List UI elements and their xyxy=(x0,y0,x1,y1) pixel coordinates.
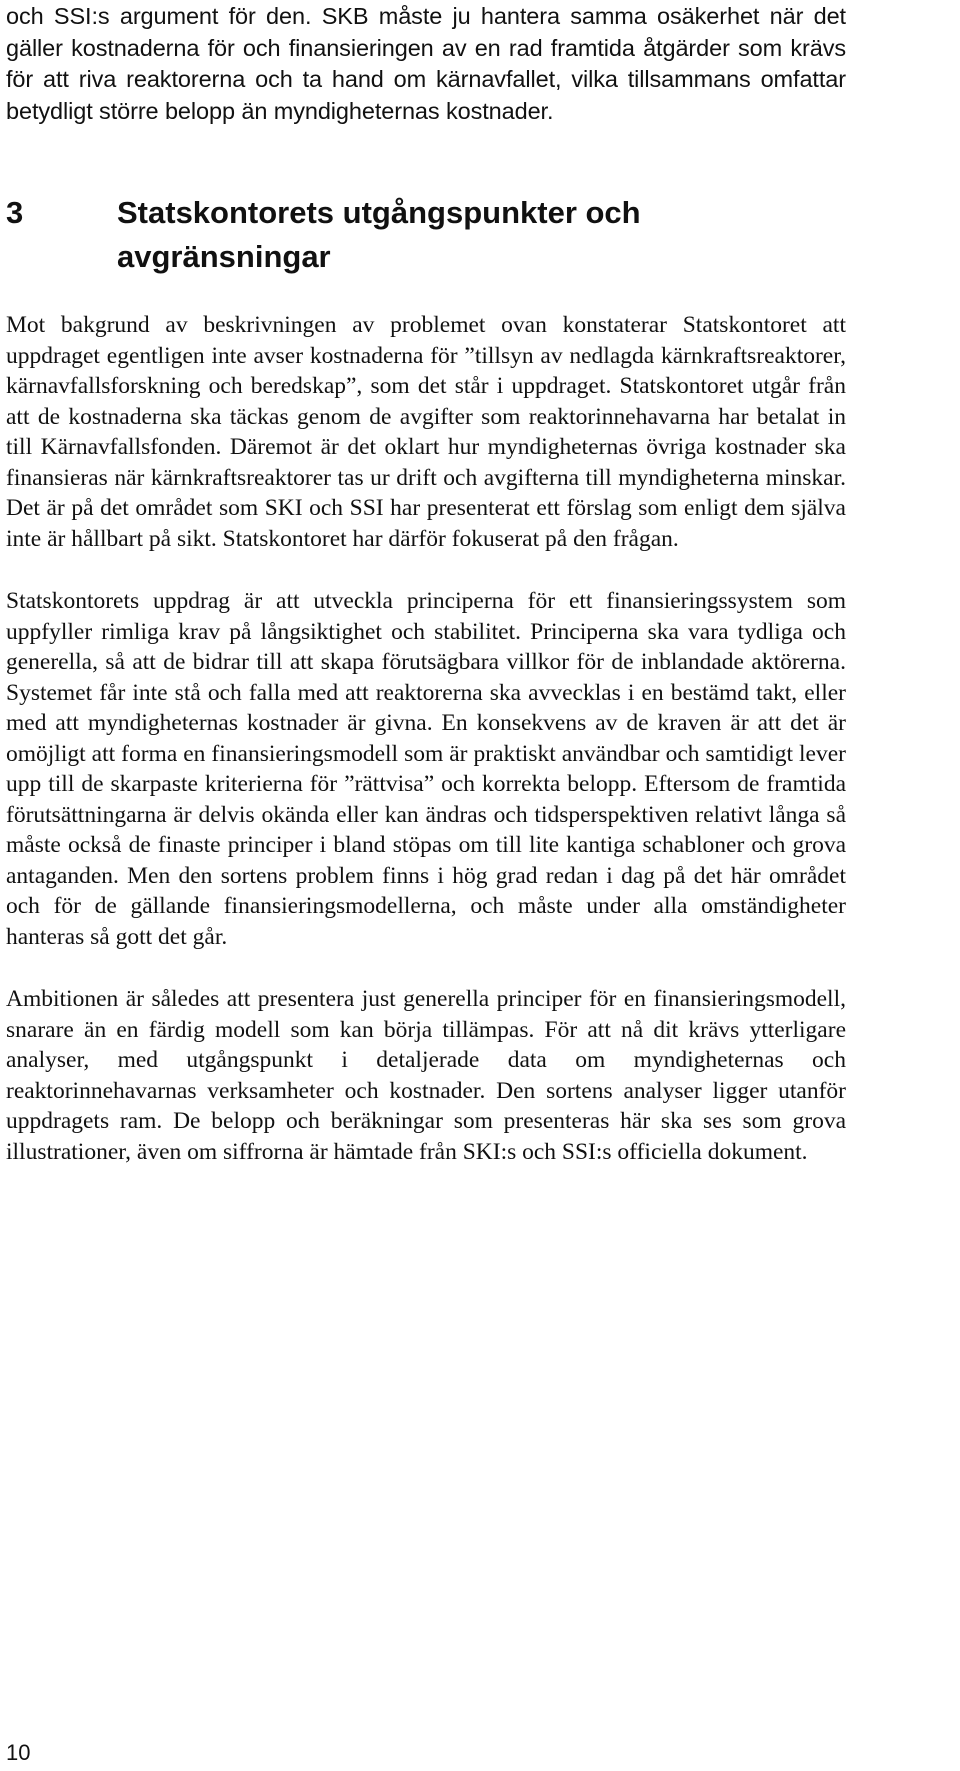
section-title: Statskontorets utgångspunkter och avgränsningar xyxy=(117,195,641,274)
section-number: 3 xyxy=(6,195,24,230)
body-paragraph-3: Ambitionen är således att presentera just generella principer för en finansieringsmodell, snarare än en färdig modell som kan börja tillämpas. För att nå dit krävs ytterligare analyser, med utgångspunkt i detaljerade data om myndigheternas och reaktorinnehavarnas verksamheter och kostnader. Den sortens analyser ligger utanför uppdragets ram. De belopp och beräkningar som presenteras här ska ses som grova illustrationer, även om siffrorna är hämtade från SKI:s och SSI:s officiella dokument. xyxy=(6,986,846,1165)
intro-paragraph: och SSI:s argument för den. SKB måste ju hantera samma osäkerhet när det gäller kostnaderna för och finansieringen av en rad framtida åtgärder som krävs för att riva reaktorerna och ta hand om kärnavfallet, vilka tillsammans omfattar betydligt större belopp än myndigheternas kostnader. xyxy=(6,3,846,124)
body-paragraph-2: Statskontorets uppdrag är att utveckla principerna för ett finansieringssystem som uppfyller rimliga krav på långsiktighet och stabilitet. Principerna ska vara tydliga och generella, så att de bidrar till att skapa förutsägbara villkor för de inblandade aktörerna. Systemet får inte stå och falla med att reaktorerna ska avvecklas i en bestämd takt, eller med att myndigheternas kostnader är givna. En konsekvens av de kraven är att det är omöjligt att forma en finansieringsmodell som är praktiskt användbar och samtidigt lever upp till de skarpaste kriterierna för ”rättvisa” och korrekta belopp. Eftersom de framtida förutsättningarna är delvis okända eller kan ändras och tidsperspektiven relativt långa så måste också de finaste principer i bland stöpas om till lite kantiga schabloner och grova antaganden. Men den sortens problem finns i hög grad redan i dag på det här området och för de gällande finansieringsmodellerna, och måste under alla omständigheter hanteras så gott det går. xyxy=(6,588,846,950)
page-number: 10 xyxy=(6,1740,31,1765)
section-heading xyxy=(6,191,737,279)
document-page xyxy=(6,0,846,1165)
body-paragraph-1: Mot bakgrund av beskrivningen av problemet ovan konstaterar Statskontoret att uppdraget egentligen inte avser kostnaderna för ”tillsyn av nedlagda kärnkraftsreaktorer, kärnavfallsforskning och beredskap”, som det står i uppdraget. Statskontoret utgår från att de kostnaderna ska täckas genom de avgifter som reaktorinnehavarna har betalat in till Kärnavfallsfonden. Däremot är det oklart hur myndigheternas övriga kostnader ska finansieras när kärnkraftsreaktorer tas ur drift och avgifterna till myndigheterna minskar. Det är på det området som SKI och SSI har presenterat ett förslag som enligt dem själva inte är hållbart på sikt. Statskontoret har därför fokuserat på den frågan. xyxy=(6,312,846,552)
section-body xyxy=(6,310,846,1199)
